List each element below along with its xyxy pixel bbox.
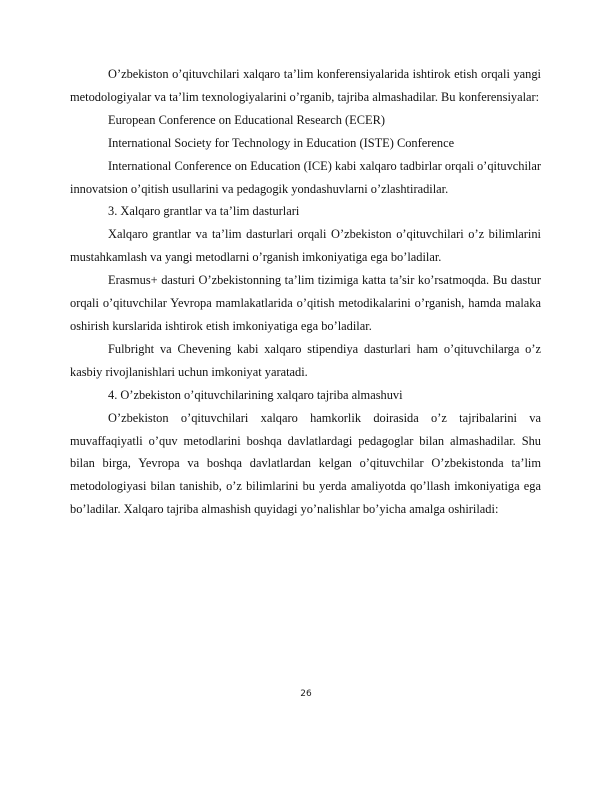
paragraph-grants: Xalqaro grantlar va ta’lim dasturlari orqali O’zbekiston o’qituvchilari o’z bilimlarini mustahkamlash va yangi metodlarni o’rganish imkoniyatiga ega bo’ladilar. <box>70 227 541 265</box>
paragraph-fulbright: Fulbright va Chevening kabi xalqaro stipendiya dasturlari ham o’qituvchilarga o’z kasbiy rivojlanishlari uchun imkoniyat yaratadi. <box>70 341 541 379</box>
document-body <box>70 63 541 521</box>
paragraph-exchange: O’zbekiston o’qituvchilari xalqaro hamkorlik doirasida o’z tajribalarini va muvaffaqiyatli o’quv metodlarini boshqa davlatlardagi pedagoglar bilan almashadilar. Shu bilan birga, Yevropa va boshqa davlatlardan kelgan o’qituvchilar O’zbekistonda ta’lim metodologiyasi bilan tanishib, o’z bilimlarini bu yerda amaliyotda qo’llash imkoniyatiga ega bo’ladilar. Xalqaro tajriba almashish quyidagi yo’nalishlar bo’yicha amalga oshiriladi: <box>70 410 541 517</box>
section-heading-grants: 3. Xalqaro grantlar va ta’lim dasturlari <box>108 204 300 219</box>
section-heading-exchange: 4. O’zbekiston o’qituvchilarining xalqaro tajriba almashuvi <box>108 387 403 402</box>
paragraph-intro: O’zbekiston o’qituvchilari xalqaro ta’lim konferensiyalarida ishtirok etish orqali yangi metodologiyalar va ta’lim texnologiyalarini o’rganib, tajriba almashadilar. Bu konferensiyalar: <box>70 67 541 104</box>
paragraph-erasmus: Erasmus+ dasturi O’zbekistonning ta’lim tizimiga katta ta’sir ko’rsatmoqda. Bu dastur orqali o’qituvchilar Yevropa mamlakatlarida o’qitish metodikalarini o’rganish, hamda malaka oshirish kurslarida ishtirok etish imkoniyatiga ega bo’ladilar. <box>70 273 541 333</box>
list-item-ecer: European Conference on Educational Research (ECER) <box>108 112 385 127</box>
list-item-iste: International Society for Technology in Education (ISTE) Conference <box>108 135 455 150</box>
list-item-ice: International Conference on Education (ICE) kabi xalqaro tadbirlar orqali o’qituvchilar innovatsion o’qitish usullarini va pedagogik yondashuvlarni o’zlashtiradilar. <box>70 158 541 196</box>
page-number: 26 <box>300 689 312 699</box>
